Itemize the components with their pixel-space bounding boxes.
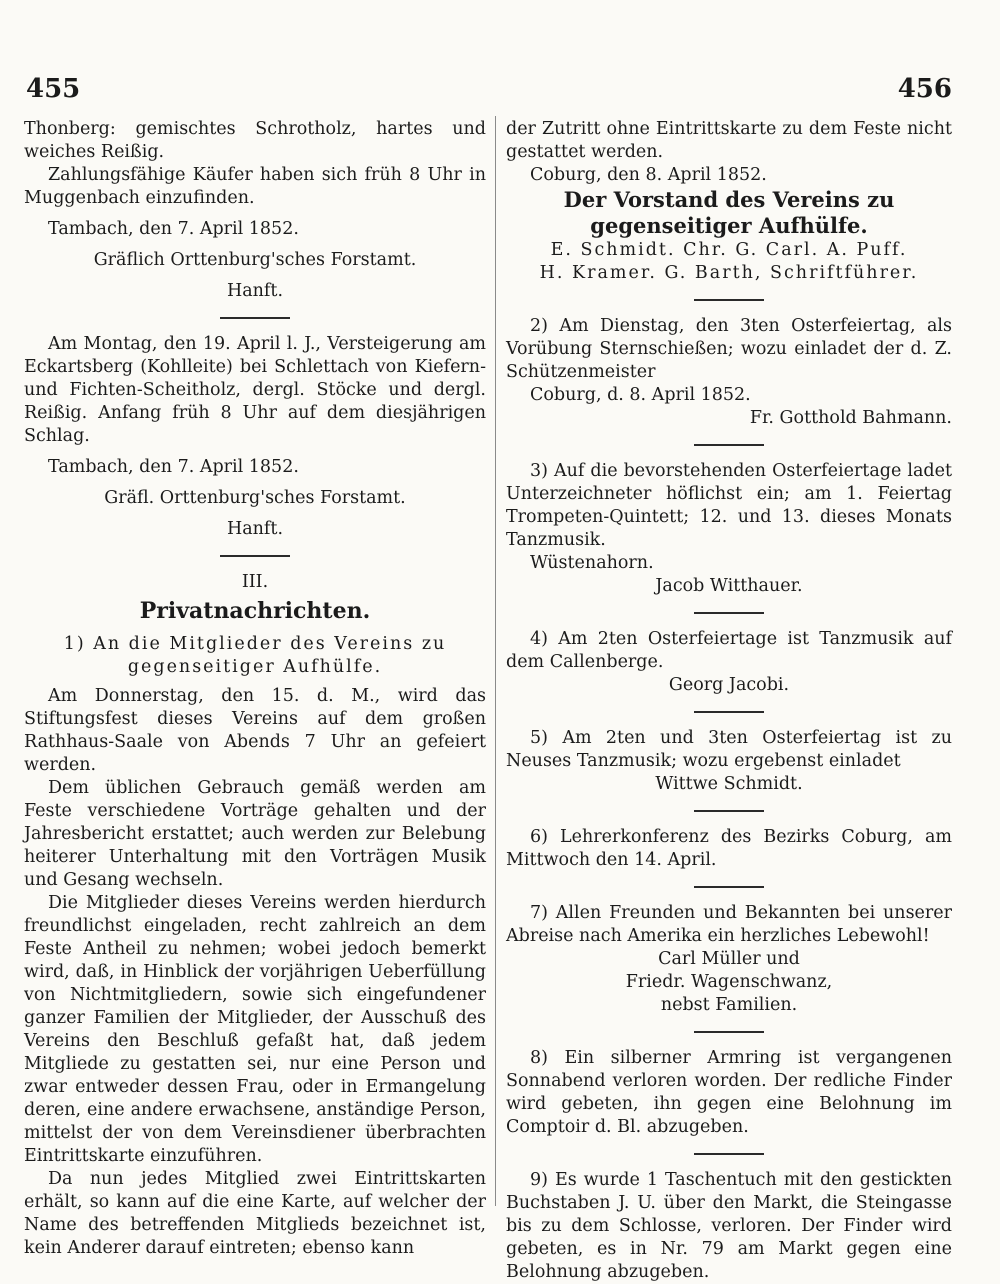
association-paragraph-3: Die Mitglieder dieses Vereins werden hierdurch freundlichst eingeladen, recht zahlreich an dem Feste Antheil zu nehmen; wobei jedoch bemerkt wird, daß, in Hinblick der vorjährigen Ueberfüllung von Nichtmitgliedern, sowie sich eingefundener ganzer Familien der Mitglieder, der Ausschuß des Vereins den Beschluß gefaßt hat, daß jedem Mitgliede zu gestatten sei, nur eine Person und zwar entweder dessen Frau, oder in Ermangelung deren, eine andere erwachsene, anständige Person, mittelst der von dem Vereinsdiener überbrachten Eintrittskarte einzuführen. <box>24 893 486 1166</box>
notice-4-text: 4) Am 2ten Osterfeiertage ist Tanzmusik auf dem Callenberge. <box>506 629 952 672</box>
notice-2-text: 2) Am Dienstag, den 3ten Osterfeiertag, als Vorübung Sternschießen; wozu einladet der d. Z. Schützenmeister <box>506 316 952 382</box>
section-heading: Privatnachrichten. <box>139 598 371 624</box>
notice-7-signature-3: nebst Familien. <box>660 995 798 1015</box>
forest-notice-text: Thonberg: gemischtes Schrotholz, hartes und weiches Reißig. <box>24 119 486 162</box>
notice-6-text: 6) Lehrerkonferenz des Bezirks Coburg, am Mittwoch den 14. April. <box>506 827 952 870</box>
notice-5-signature: Wittwe Schmidt. <box>655 774 803 794</box>
notice-7-signature-1: Carl Müller und <box>658 949 800 969</box>
separator-rule <box>220 317 290 319</box>
notice-9-text: 9) Es wurde 1 Taschentuch mit den gestickten Buchstaben J. U. über den Markt, die Steingasse bis zu dem Schlosse, verloren. Der Finder wird gebeten, es in Nr. 79 am Markt gegen eine Belohnung abzugeben. <box>506 1170 952 1282</box>
notice-3-signature: Jacob Witthauer. <box>655 576 803 596</box>
dateline: Tambach, den 7. April 1852. <box>48 219 299 239</box>
separator-rule <box>694 711 764 713</box>
separator-rule <box>220 555 290 557</box>
separator-rule <box>694 810 764 812</box>
separator-rule <box>694 1031 764 1033</box>
notice-8-text: 8) Ein silberner Armring ist vergangenen Sonnabend verloren worden. Der redliche Finder wird gebeten, ihn gegen eine Belohnung im Comptoir d. Bl. abzugeben. <box>506 1048 952 1137</box>
page-number-left: 455 <box>26 74 81 104</box>
dateline: Coburg, den 8. April 1852. <box>530 165 767 185</box>
notice-5-text: 5) Am 2ten und 3ten Osterfeiertag ist zu Neuses Tanzmusik; wozu ergebenst einladet <box>506 728 952 771</box>
separator-rule <box>694 1153 764 1155</box>
section-number: III. <box>241 572 269 592</box>
auction-notice-text: Am Montag, den 19. April l. J., Versteigerung am Eckartsberg (Kohlleite) bei Schlettach von Kiefern- und Fichten-Scheitholz, dergl. Stöcke und dergl. Reißig. Anfang früh 8 Uhr auf dem diesjährigen Schlag. <box>24 334 486 446</box>
signatory-name: Hanft. <box>226 519 284 539</box>
association-paragraph-continued: der Zutritt ohne Eintrittskarte zu dem Feste nicht gestattet werden. <box>506 119 952 162</box>
dateline: Tambach, den 7. April 1852. <box>48 457 299 477</box>
column-divider <box>495 116 496 1206</box>
notice-7-signature-2: Friedr. Wagenschwanz, <box>625 972 833 992</box>
association-paragraph-1: Am Donnerstag, den 15. d. M., wird das Stiftungsfest dieses Vereins auf dem großen Rathhaus-Saale von Abends 7 Uhr an gefeiert werden. <box>24 686 486 775</box>
association-paragraph-4: Da nun jedes Mitglied zwei Eintrittskarten erhält, so kann auf die eine Karte, auf welcher der Name des betreffenden Mitglieds bezeichnet ist, kein Anderer darauf eintreten; ebenso kann <box>24 1169 486 1258</box>
board-members-2: H. Kramer. G. Barth, Schriftführer. <box>539 263 919 283</box>
page-number-right: 456 <box>897 74 952 104</box>
notice-2-signature: Fr. Gotthold Bahmann. <box>749 408 952 428</box>
separator-rule <box>694 444 764 446</box>
notice-3-text: 3) Auf die bevorstehenden Osterfeiertage ladet Unterzeichneter höflichst ein; am 1. Feiertag Trompeten-Quintett; 12. und 13. dieses Monats Tanzmusik. <box>506 461 952 550</box>
association-paragraph-2: Dem üblichen Gebrauch gemäß werden am Feste verschiedene Vorträge gehalten und der Jahresbericht erstattet; auch werden zur Belebung heiterer Unterhaltung mit den Vorträgen Musik und Gesang wechseln. <box>24 778 486 890</box>
signatory-office: Gräfl. Orttenburg'sches Forstamt. <box>104 488 406 508</box>
notice-3-place: Wüstenahorn. <box>530 553 654 573</box>
separator-rule <box>694 886 764 888</box>
right-column <box>506 118 952 1284</box>
signatory-name: Hanft. <box>226 281 284 301</box>
board-members-1: E. Schmidt. Chr. G. Carl. A. Puff. <box>550 240 908 260</box>
separator-rule <box>694 299 764 301</box>
forest-notice-buyers: Zahlungsfähige Käufer haben sich früh 8 Uhr in Muggenbach einzufinden. <box>24 165 486 208</box>
signatory-office: Gräflich Orttenburg'sches Forstamt. <box>93 250 417 270</box>
notice-4-signature: Georg Jacobi. <box>668 675 790 695</box>
left-column <box>24 118 486 1260</box>
notice-title: 1) An die Mitglieder des Vereins zu gegenseitiger Aufhülfe. <box>63 634 447 677</box>
board-signature-heading: Der Vorstand des Vereins zu gegenseitiger Aufhülfe. <box>563 187 895 238</box>
separator-rule <box>694 612 764 614</box>
dateline: Coburg, d. 8. April 1852. <box>530 385 751 405</box>
notice-7-text: 7) Allen Freunden und Bekannten bei unserer Abreise nach Amerika ein herzliches Lebewohl! <box>506 903 952 946</box>
